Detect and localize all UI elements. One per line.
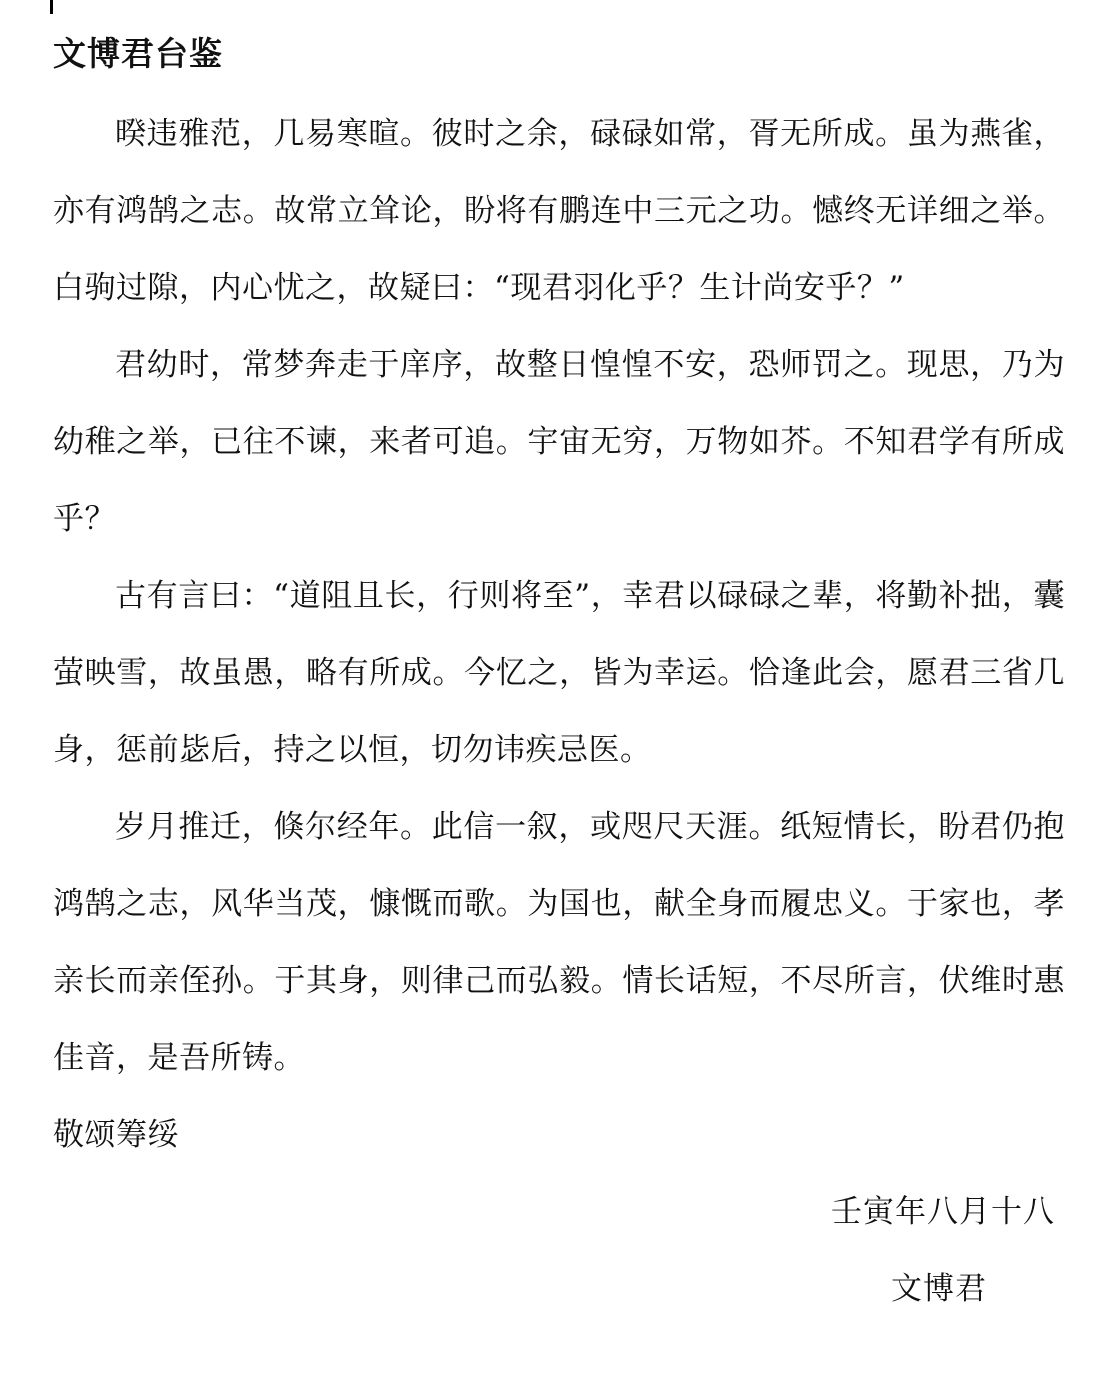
letter-closing: 敬颂筹绥 (53, 1117, 179, 1153)
letter-paragraph-2: 君幼时，常梦奔走于庠序，故整日惶惶不安，恐师罚之。现思，乃为幼稚之举，已往不谏，来者可追。宇宙无穷，万物如芥。不知君学有所成乎？ (53, 347, 1065, 537)
letter-salutation: 文博君台鉴 (53, 34, 223, 73)
letter-document (53, 24, 1065, 1328)
letter-signature: 文博君 (891, 1271, 987, 1307)
letter-paragraph-4: 岁月推迁，倏尔经年。此信一叙，或咫尺天涯。纸短情长，盼君仍抱鸿鹄之志，风华当茂，慷慨而歌。为国也，献全身而履忠义。于家也，孝亲长而亲侄孙。于其身，则律己而弘毅。情长话短，不尽所言，伏维时惠佳音，是吾所铸。 (53, 809, 1065, 1076)
text-cursor (50, 0, 53, 14)
letter-paragraph-1: 暌违雅范，几易寒暄。彼时之余，碌碌如常，胥无所成。虽为燕雀，亦有鸿鹄之志。故常立耸论，盼将有鹏连中三元之功。憾终无详细之举。白驹过隙，内心忧之，故疑曰：“现君羽化乎？生计尚安乎？” (53, 116, 1065, 306)
letter-date: 壬寅年八月十八 (831, 1194, 1055, 1230)
letter-paragraph-3: 古有言曰：“道阻且长，行则将至”，幸君以碌碌之辈，将勤补拙，囊萤映雪，故虽愚，略有所成。今忆之，皆为幸运。恰逢此会，愿君三省几身，惩前毖后，持之以恒，切勿讳疾忌医。 (53, 578, 1065, 768)
